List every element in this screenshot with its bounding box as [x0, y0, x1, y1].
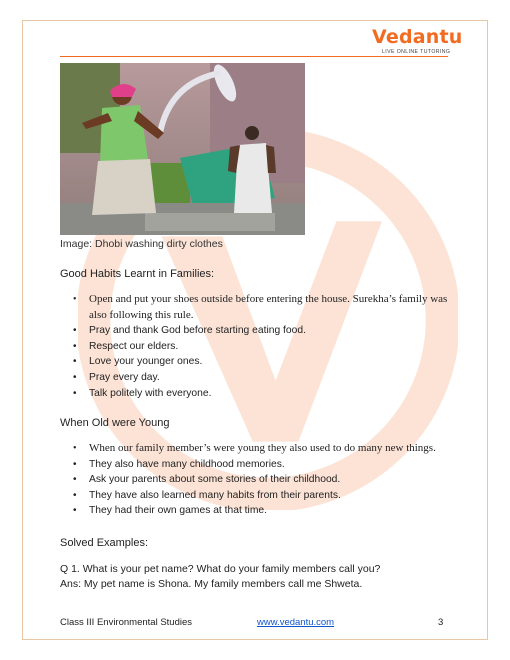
list-item: • They have also learned many habits from their parents.: [60, 488, 455, 504]
footer-subject: Class III Environmental Studies: [60, 617, 193, 628]
logo-wordmark: Vedantu: [372, 26, 463, 48]
header-divider: [60, 56, 448, 57]
logo-tagline: LIVE ONLINE TUTORING: [382, 49, 451, 55]
photo-caption: Image: Dhobi washing dirty clothes: [60, 238, 223, 250]
answer-text: Ans: My pet name is Shona. My family members call me Shweta.: [60, 578, 363, 590]
list-item: • Ask your parents about some stories of their childhood.: [60, 472, 455, 488]
when-old-were-young-heading: When Old were Young: [60, 417, 170, 429]
solved-examples-heading: Solved Examples:: [60, 537, 149, 549]
footer-website-link[interactable]: www.vedantu.com: [257, 617, 335, 628]
dhobi-photo: [60, 63, 305, 235]
question-text: Q 1. What is your pet name? What do your family members call you?: [60, 563, 381, 575]
list-item: • They had their own games at that time.: [60, 503, 455, 519]
good-habits-list: [60, 292, 455, 401]
good-habits-heading: Good Habits Learnt in Families:: [60, 268, 215, 280]
list-item: • Pray every day.: [60, 370, 455, 386]
list-item: • Pray and thank God before starting eating food.: [60, 323, 455, 339]
list-item: • Open and put your shoes outside before entering the house. Surekha’s family was also following this rule.: [60, 292, 455, 323]
list-item: • When our family member’s were young they also used to do many new things.: [60, 441, 455, 457]
vedantu-logo[interactable]: [372, 26, 462, 56]
list-item: • They also have many childhood memories.: [60, 457, 455, 473]
list-item: • Respect our elders.: [60, 339, 455, 355]
list-item: • Talk politely with everyone.: [60, 386, 455, 402]
when-old-were-young-list: [60, 441, 455, 519]
page-number: 3: [438, 617, 444, 628]
list-item: • Love your younger ones.: [60, 354, 455, 370]
